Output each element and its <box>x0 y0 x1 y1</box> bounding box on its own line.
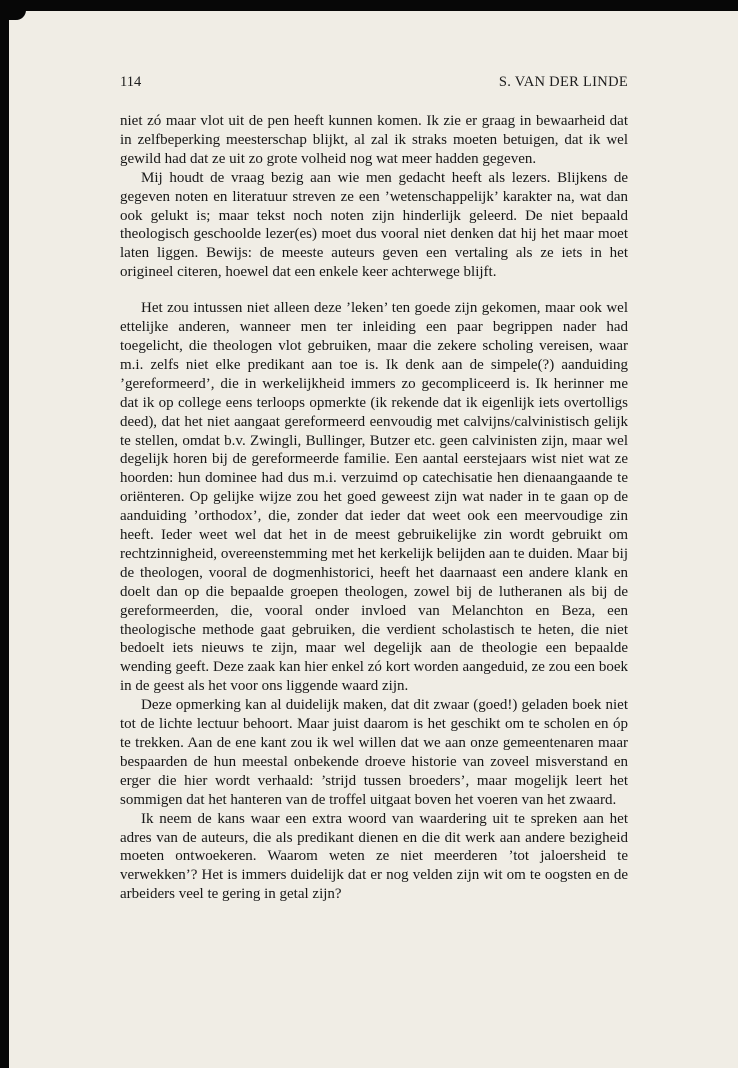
paragraph: Ik neem de kans waar een extra woord van waardering uit te spreken aan het adres van de auteurs, die als predikant dienen en die dit werk aan andere bezigheid moeten ontwoekeren. Waarom weten ze niet meerderen ’tot jaloersheid te verwekken’? Het is immers duidelijk dat er nog velden zijn wit om te oogsten en de arbeiders veel te gering in getal zijn? <box>120 810 628 903</box>
page-number: 114 <box>120 74 142 90</box>
paragraph: Deze opmerking kan al duidelijk maken, dat dit zwaar (goed!) geladen boek niet tot de lichte lectuur behoort. Maar juist daarom is het geschikt om te scholen en óp te trekken. Aan de ene kant zou ik wel willen dat we aan onze gemeentenaren maar bespaarden de hun meestal onbekende droeve historie van zoveel misverstand en erger die hier wordt verhaald: ’strijd tussen broeders’, maar mogelijk leert het sommigen dat het hanteren van de troffel uitgaat boven het voeren van het zwaard. <box>120 697 628 808</box>
article-text <box>120 112 628 904</box>
page-body <box>120 74 628 904</box>
page-header <box>120 74 628 91</box>
paragraph: Het zou intussen niet alleen deze ’leken’ ten goede zijn gekomen, maar ook wel ettelijke anderen, wanneer men ter inleiding een paar begrippen nader had toegelicht, die theologen vlot gebruiken, maar die zekere scholing vereisen, waar m.i. zelfs niet elke predikant aan toe is. Ik denk aan de simpele(?) aanduiding ’gereformeerd’, die in werkelijkheid immers zo gecompliceerd is. Ik herinner me dat ik op college eens terloops opmerkte (ik rekende dat ik eigenlijk iets overtolligs deed), dat het niet aangaat gereformeerd eenvoudig met calvijns/calvinistisch gelijk te stellen, omdat b.v. Zwingli, Bullinger, Butzer etc. geen calvinisten zijn, maar wel degelijk horen bij de gereformeerde familie. Een aantal eerstejaars wist niet wat ze hoorden: hun dominee had dus m.i. verzuimd op catechisatie hen dienaangaande te oriënteren. Op gelijke wijze zou het goed geweest zijn wat nader in te gaan op de aanduiding ’orthodox’, die, zonder dat ieder dat weet ook een meervoudige zin heeft. Ieder weet wel dat het in de meest gebruikelijke zin wordt gebruikt om rechtzinnigheid, overeenstemming met het kerkelijk belijden aan te duiden. Maar bij de theologen, vooral de dogmenhistorici, heeft het daarnaast een andere klank en doelt dan op die bepaalde groepen theologen, zowel bij de lutheranen als bij de gereformeerden, die, vooral onder invloed van Melanchton en Beza, een theologische methode gaat gebruiken, die verdient scholastisch te heten, die niet bedoelt iets nieuws te zijn, maar wel degelijk aan de theologie een bepaalde wending geeft. Deze zaak kan hier enkel zó kort worden aangeduid, ze zou een boek in de geest als het voor ons liggende waard zijn. <box>120 300 628 695</box>
scan-edge-left <box>0 0 9 1068</box>
running-title: S. VAN DER LINDE <box>498 74 628 90</box>
scan-edge-corner <box>0 0 26 20</box>
paragraph: Mij houdt de vraag bezig aan wie men gedacht heeft als lezers. Blijkens de gegeven noten en literatuur streven ze een ’wetenschappelijk’ karakter na, wat dan ook gelukt is; maar tekst noch noten zijn hinderlijk geleerd. De niet bepaald theologisch geschoolde lezer(es) moet dus vooral niet denken dat hij het maar moet laten liggen. Bewijs: de meeste auteurs geven een vertaling als ze iets in het origineel citeren, hoewel dat een enkele keer achterwege blijft. <box>120 169 628 281</box>
paragraph: niet zó maar vlot uit de pen heeft kunnen komen. Ik zie er graag in bewaarheid dat in zelfbeperking meesterschap blijkt, al zal ik straks moeten betuigen, dat ik wel gewild had dat ze uit zo grote volheid nog wat meer hadden gegeven. <box>120 113 628 167</box>
scan-edge-top <box>0 0 738 11</box>
